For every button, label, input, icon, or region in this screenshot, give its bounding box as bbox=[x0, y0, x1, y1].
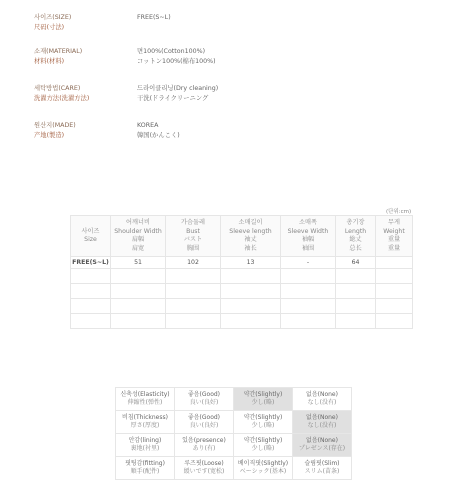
info-made-value-ja: 韓国(かんこく) bbox=[137, 131, 180, 139]
info-material-key-ja: 材料(材料) bbox=[34, 57, 65, 65]
length-cell: 64 bbox=[336, 257, 376, 269]
info-care-value-ja: 干洗(ドライクリーニング bbox=[137, 94, 209, 102]
sleeve-width-cell: - bbox=[281, 257, 336, 269]
feedback-option-selected bbox=[234, 388, 293, 411]
feedback-option bbox=[175, 411, 234, 434]
feedback-option-text: 약간(Slightly) bbox=[243, 413, 283, 421]
empty-cell bbox=[221, 269, 281, 284]
feedback-option-subtext: ベーシック(基本) bbox=[239, 468, 287, 475]
feedback-option-subtext: なし(没有) bbox=[307, 399, 337, 406]
empty-row bbox=[71, 284, 413, 299]
feedback-option-selected bbox=[293, 434, 352, 457]
feedback-option bbox=[234, 411, 293, 434]
info-material-value-ja: コットン100%(棉布100%) bbox=[137, 57, 216, 65]
header-shoulder-ja: 肩幅 bbox=[131, 236, 145, 243]
empty-cell bbox=[376, 284, 413, 299]
info-made-key-ja: 产地(製造) bbox=[34, 131, 65, 139]
feedback-option-text: 있음(presence) bbox=[182, 436, 226, 444]
feedback-row-elasticity bbox=[116, 388, 352, 411]
feedback-label-lining-ja: 裏地(衬里) bbox=[130, 445, 160, 452]
feedback-option-selected bbox=[293, 411, 352, 434]
header-sleeve-width bbox=[281, 216, 336, 257]
feedback-option-text: 없음(None) bbox=[306, 436, 338, 444]
empty-cell bbox=[281, 314, 336, 329]
info-material-key: 소재(MATERIAL) bbox=[34, 48, 83, 55]
feedback-option-text: 좋음(Good) bbox=[187, 390, 221, 398]
feedback-label-thickness-ko: 비침(Thickness) bbox=[122, 413, 168, 421]
header-weight-ja: 重量 bbox=[387, 236, 401, 243]
feedback-option-text: 슬림핏(Slim) bbox=[304, 459, 340, 467]
feedback-option-text: 베이직핏(Slightly) bbox=[237, 459, 289, 467]
info-size-value: FREE(S~L) bbox=[137, 14, 171, 21]
header-sleeve-width-en: Sleeve Width bbox=[287, 227, 329, 235]
feedback-option bbox=[293, 388, 352, 411]
header-shoulder-en: Shoulder Width bbox=[114, 227, 162, 235]
info-material-value: 면100%(Cotton100%) bbox=[137, 48, 206, 55]
header-length-zh: 总长 bbox=[349, 244, 362, 252]
sleeve-length-cell: 13 bbox=[221, 257, 281, 269]
header-sleeve-width-ja: 袖幅 bbox=[301, 236, 315, 243]
size-table bbox=[70, 215, 413, 329]
header-bust-ja: バスト bbox=[183, 236, 203, 243]
shoulder-cell: 51 bbox=[111, 257, 166, 269]
header-shoulder bbox=[111, 216, 166, 257]
header-bust-en: Bust bbox=[186, 227, 200, 235]
feedback-option-subtext: 少し(略) bbox=[251, 445, 275, 452]
empty-cell bbox=[111, 269, 166, 284]
empty-cell bbox=[111, 299, 166, 314]
feedback-row-lining bbox=[116, 434, 352, 457]
unit-label: (단위:cm) bbox=[386, 209, 412, 215]
header-sleeve-length bbox=[221, 216, 281, 257]
info-care-key-ja: 洗濯方法(洗濯方法) bbox=[34, 94, 90, 102]
feedback-label-fitting bbox=[116, 457, 175, 480]
empty-cell bbox=[166, 314, 221, 329]
header-shoulder-ko: 어깨너비 bbox=[126, 219, 150, 226]
feedback-option-subtext: 緩いです(宽松) bbox=[183, 468, 225, 475]
feedback-row-fitting bbox=[116, 457, 352, 480]
empty-cell bbox=[376, 314, 413, 329]
feedback-label-lining-ko: 안감(lining) bbox=[128, 436, 162, 444]
bust-cell: 102 bbox=[166, 257, 221, 269]
feedback-label-elasticity bbox=[116, 388, 175, 411]
info-care-value: 드라이클리닝(Dry cleaning) bbox=[137, 85, 219, 92]
info-care-key: 세탁방법(CARE) bbox=[34, 85, 81, 92]
feedback-option bbox=[175, 434, 234, 457]
header-length-ja: 総丈 bbox=[349, 236, 362, 243]
feedback-option bbox=[234, 434, 293, 457]
header-sleeve-length-ja: 袖丈 bbox=[244, 236, 257, 243]
feedback-label-elasticity-ja: 伸縮性(弹性) bbox=[127, 399, 163, 406]
header-length-ko: 총기장 bbox=[346, 219, 365, 226]
empty-row bbox=[71, 314, 413, 329]
feedback-option bbox=[175, 457, 234, 480]
feedback-label-elasticity-ko: 신축성(Elasticity) bbox=[120, 390, 170, 398]
feedback-option-subtext: あり(有) bbox=[192, 445, 216, 452]
empty-cell bbox=[71, 314, 111, 329]
empty-cell bbox=[336, 269, 376, 284]
empty-row bbox=[71, 299, 413, 314]
empty-cell bbox=[166, 269, 221, 284]
header-size-en: Size bbox=[84, 236, 97, 243]
feedback-option-subtext: 少し(略) bbox=[251, 399, 275, 406]
size-table-header bbox=[71, 216, 413, 257]
empty-cell bbox=[281, 284, 336, 299]
feedback-label-lining bbox=[116, 434, 175, 457]
empty-cell bbox=[71, 284, 111, 299]
weight-cell bbox=[376, 257, 413, 269]
header-bust-ko: 가슴둘레 bbox=[181, 219, 205, 226]
header-sleeve-width-ko: 소매폭 bbox=[299, 219, 317, 226]
size-cell: FREE(S~L) bbox=[71, 257, 111, 269]
empty-cell bbox=[376, 269, 413, 284]
empty-cell bbox=[376, 299, 413, 314]
header-weight-ko: 무게 bbox=[388, 219, 400, 226]
header-bust-zh: 胸围 bbox=[186, 244, 200, 252]
feedback-option-subtext: なし(没有) bbox=[307, 422, 337, 429]
feedback-option bbox=[234, 457, 293, 480]
table-row bbox=[71, 257, 413, 269]
empty-cell bbox=[336, 314, 376, 329]
empty-cell bbox=[221, 299, 281, 314]
header-length-en: Length bbox=[344, 227, 367, 235]
empty-row bbox=[71, 269, 413, 284]
header-bust bbox=[166, 216, 221, 257]
empty-cell bbox=[71, 299, 111, 314]
feedback-option-subtext: スリム(苗条) bbox=[304, 468, 340, 475]
empty-cell bbox=[221, 314, 281, 329]
info-size-key-ja: 尺码(寸法) bbox=[34, 23, 65, 31]
feedback-option-subtext: プレゼンス(存在) bbox=[298, 445, 346, 452]
feedback-option-text: 루즈핏(Loose) bbox=[184, 459, 224, 467]
header-shoulder-zh: 肩宽 bbox=[131, 244, 145, 252]
feedback-option bbox=[293, 457, 352, 480]
feedback-table bbox=[115, 387, 352, 480]
info-made-key: 원산지(MADE) bbox=[34, 122, 76, 129]
feedback-option-text: 좋음(Good) bbox=[187, 413, 221, 421]
empty-cell bbox=[221, 284, 281, 299]
feedback-label-thickness bbox=[116, 411, 175, 434]
info-made-value: KOREA bbox=[137, 122, 159, 129]
info-size-key: 사이즈(SIZE) bbox=[34, 14, 72, 21]
empty-cell bbox=[336, 299, 376, 314]
feedback-option-subtext: 少し(略) bbox=[251, 422, 275, 429]
feedback-option-text: 없음(None) bbox=[306, 390, 338, 398]
feedback-label-fitting-ko: 핏팅감(fitting) bbox=[125, 459, 165, 467]
header-weight-en: Weight bbox=[383, 227, 405, 235]
feedback-option-text: 없음(None) bbox=[306, 413, 338, 421]
feedback-row-thickness bbox=[116, 411, 352, 434]
feedback-option-subtext: 良い(良好) bbox=[189, 422, 219, 429]
header-sleeve-width-zh: 袖围 bbox=[301, 244, 315, 252]
feedback-option-text: 약간(Slightly) bbox=[243, 436, 283, 444]
header-weight bbox=[376, 216, 413, 257]
header-sleeve-length-zh: 袖长 bbox=[244, 244, 257, 252]
empty-cell bbox=[281, 299, 336, 314]
empty-cell bbox=[166, 284, 221, 299]
empty-cell bbox=[336, 284, 376, 299]
empty-cell bbox=[166, 299, 221, 314]
feedback-label-fitting-ja: 順手(配件) bbox=[130, 468, 160, 475]
header-sleeve-length-en: Sleeve length bbox=[229, 227, 272, 235]
feedback-option bbox=[175, 388, 234, 411]
header-weight-zh: 重量 bbox=[387, 244, 401, 252]
empty-cell bbox=[71, 269, 111, 284]
feedback-option-text: 약간(Slightly) bbox=[243, 390, 283, 398]
header-size-ko: 사이즈 bbox=[81, 227, 100, 235]
empty-cell bbox=[281, 269, 336, 284]
header-length bbox=[336, 216, 376, 257]
feedback-label-thickness-ja: 厚さ(厚度) bbox=[130, 422, 160, 429]
empty-cell bbox=[111, 284, 166, 299]
header-size bbox=[71, 216, 111, 257]
header-sleeve-length-ko: 소매길이 bbox=[238, 219, 263, 226]
feedback-option-subtext: 良い(良好) bbox=[189, 399, 219, 406]
empty-cell bbox=[111, 314, 166, 329]
